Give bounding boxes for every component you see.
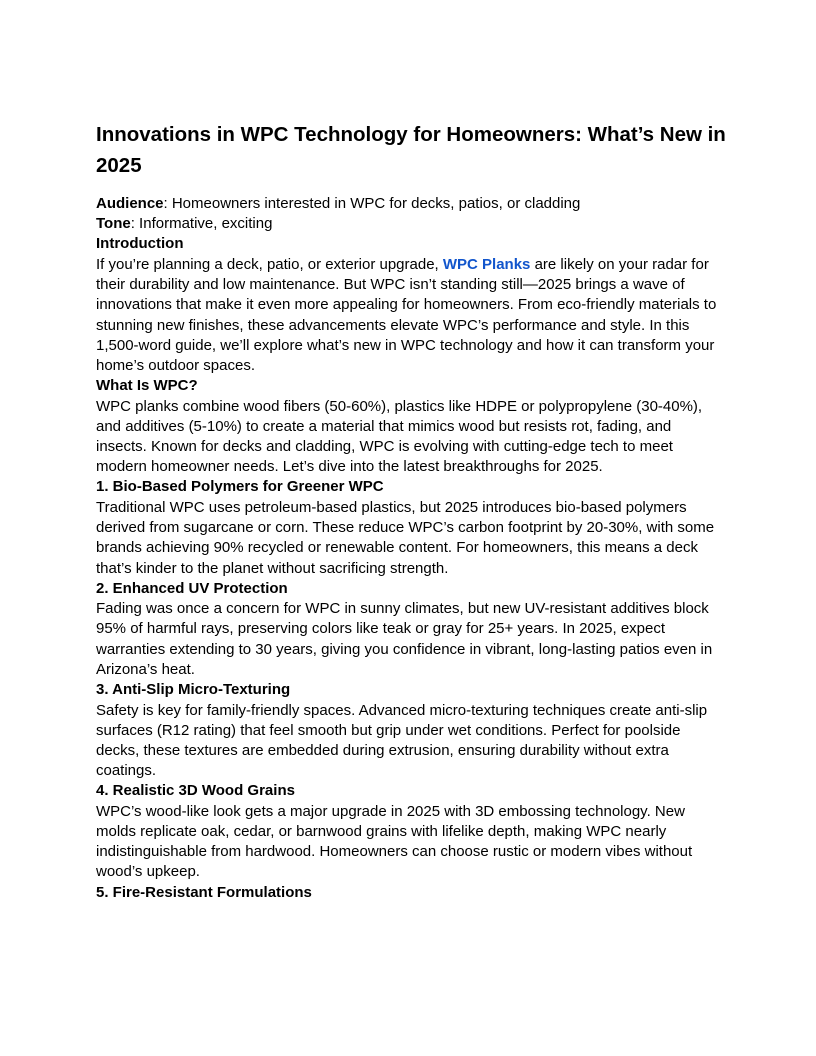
what-is-heading: What Is WPC? bbox=[96, 377, 198, 395]
section-heading-bio-polymers: 1. Bio-Based Polymers for Greener WPC bbox=[96, 478, 384, 496]
audience-label: Audience bbox=[96, 195, 164, 212]
what-is-paragraph: WPC planks combine wood fibers (50-60%), plastics like HDPE or polypropylene (30-40%), and additives (5-10%) to create a material that mimics wood but resists rot, fading, and insects. Known for decks and cladding, WPC is evolving with cutting-edge tech to meet modern homeowner needs. Let’s dive into the latest breakthroughs for 2025. bbox=[96, 397, 703, 476]
section-text-bio-polymers: Traditional WPC uses petroleum-based plastics, but 2025 introduces bio-based polymers derived from sugarcane or corn. These reduce WPC’s carbon footprint by 20-30%, with some brands achieving 90% recycled or renewable content. For homeowners, this means a deck that’s kinder to the planet without sacrificing strength. bbox=[96, 498, 715, 577]
intro-heading: Introduction bbox=[96, 235, 184, 253]
audience-line bbox=[96, 194, 726, 214]
section-text-3d-grains: WPC’s wood-like look gets a major upgrade in 2025 with 3D embossing technology. New molds replicate oak, cedar, or barnwood grains with lifelike depth, making WPC nearly indistinguishable from hardwood. Homeowners can choose rustic or modern vibes without wood’s upkeep. bbox=[96, 802, 693, 881]
document-page bbox=[96, 119, 726, 903]
section-heading-uv-protection: 2. Enhanced UV Protection bbox=[96, 579, 288, 597]
page-title: Innovations in WPC Technology for Homeowners: What’s New in 2025 bbox=[96, 123, 726, 177]
section-text-uv-protection: Fading was once a concern for WPC in sunny climates, but new UV-resistant additives block 95% of harmful rays, preserving colors like teak or gray for 25+ years. In 2025, expect warranties extending to 30 years, giving you confidence in vibrant, long-lasting patios even in Arizona’s heat. bbox=[96, 600, 713, 678]
tone-line bbox=[96, 214, 726, 234]
section-heading-anti-slip: 3. Anti-Slip Micro-Texturing bbox=[96, 681, 291, 699]
audience-value: : Homeowners interested in WPC for decks, patios, or cladding bbox=[163, 195, 581, 212]
intro-text-before: If you’re planning a deck, patio, or exterior upgrade, bbox=[96, 255, 443, 273]
wpc-planks-link[interactable]: WPC Planks bbox=[442, 255, 531, 273]
section-heading-3d-grains: 4. Realistic 3D Wood Grains bbox=[96, 782, 295, 800]
tone-value: : Informative, exciting bbox=[130, 215, 273, 233]
tone-label: Tone bbox=[96, 215, 131, 233]
section-text-anti-slip: Safety is key for family-friendly spaces. Advanced micro-texturing techniques create anti-slip surfaces (R12 rating) that feel smooth but grip under wet conditions. Perfect for poolside decks, these textures are embedded during extrusion, ensuring durability without extra coatings. bbox=[96, 701, 708, 780]
intro-paragraph bbox=[96, 255, 726, 376]
section-heading-fire-resistant: 5. Fire-Resistant Formulations bbox=[96, 883, 312, 901]
intro-text-after: are likely on your radar for their durability and low maintenance. But WPC isn’t standing still—2025 brings a wave of innovations that make it even more appealing for homeowners. From eco-friendly materials to stunning new finishes, these advancements elevate WPC’s performance and style. In this 1,500-word guide, we’ll explore what’s new in WPC technology and how it can transform your home’s outdoor spaces. bbox=[96, 255, 717, 374]
